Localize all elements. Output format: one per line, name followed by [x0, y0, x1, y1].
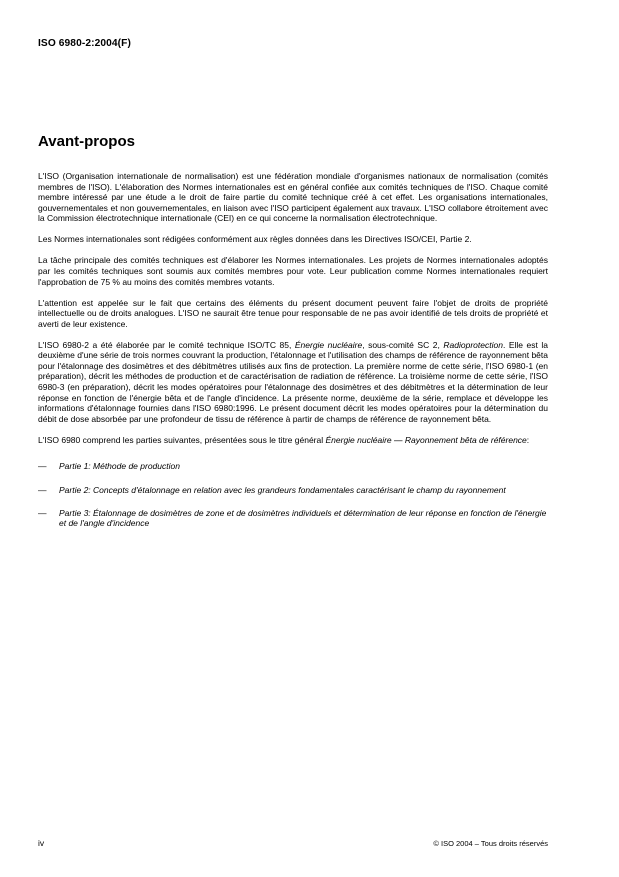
paragraph-iso-organisation: L'ISO (Organisation internationale de normalisation) est une fédération mondiale d'organismes nationaux de normalisation (comités membres de l'ISO). L'élaboration des Normes internationales est en général confiée aux comités techniques de l'ISO. Chaque comité membre intéressé par une étude a le droit de faire partie du comité technique créé à cet effet. Les organisations internationales, gouvernementales et non gouvernementales, en liaison avec l'ISO participent également aux travaux. L'ISO collabore étroitement avec la Commission électrotechnique internationale (CEI) en ce qui concerne la normalisation électrotechnique.: [38, 171, 548, 224]
elaboration-text-1: L'ISO 6980-2 a été élaborée par le comité technique ISO/TC 85,: [38, 339, 295, 350]
part-title: Partie 1: Méthode de production: [59, 461, 180, 472]
paragraph-patent-rights: L'attention est appelée sur le fait que certains des éléments du présent document peuvent faire l'objet de droits de propriété intellectuelle ou de droits analogues. L'ISO ne saurait être tenue pour responsable de ne pas avoir identifié de tels droits de propriété et averti de leur existence.: [38, 297, 548, 329]
elaboration-text-3: . Elle est la deuxième d'une série de trois normes couvrant la production, l'étalonnage et l'utilisation des champs de référence de rayonnement bêta pour l'étalonnage des dosimètres et des débitmètres utilisés aux fins de protection. La première norme de cette série, l'ISO 6980-1 (en préparation), décrit les méthodes de production et de caractérisation de radiation de référence. La troisième norme de cette série, l'ISO 6980-3 (en préparation), décrit les modes opératoires pour l'étalonnage des dosimètres et des débitmètres et la détermination de leur réponse en fonction de l'énergie bêta et de l'angle d'incidence. La présente norme, deuxième de la série, remplace et développe les informations d'étalonnage fournies dans l'ISO 6980:1996. Le présent document décrit les modes opératoires pour la détermination du débit de dose absorbée par une profondeur de tissu de référence à partir de champs de référence de rayonnement bêta.: [38, 339, 549, 424]
foreword-body: [38, 171, 548, 541]
dash-bullet: —: [38, 461, 47, 472]
document-header: [38, 38, 131, 49]
list-item: [38, 461, 548, 472]
elaboration-text-2: , sous-comité SC 2,: [362, 339, 444, 350]
page-title: Avant-propos: [38, 133, 135, 150]
dash-bullet: —: [38, 484, 47, 495]
copyright-notice: © ISO 2004 – Tous droits réservés: [433, 839, 548, 848]
paragraph-technical-committees: La tâche principale des comités techniques est d'élaborer les Normes internationales. Les projets de Normes internationales adoptés par les comités techniques sont soumis aux comités membres pour vote. Leur publication comme Normes internationales requiert l'approbation de 75 % au moins des comités membres votants.: [38, 255, 548, 287]
part-title: Partie 2: Concepts d'étalonnage en relation avec les grandeurs fondamentales caractérisant le champ du rayonnement: [59, 484, 506, 495]
parts-intro-text: L'ISO 6980 comprend les parties suivantes, présentées sous le titre général: [38, 434, 326, 445]
technical-committee-name: Énergie nucléaire: [294, 339, 363, 350]
paragraph-directives: Les Normes internationales sont rédigées conformément aux règles données dans les Directives ISO/CEI, Partie 2.: [38, 234, 472, 245]
list-item: [38, 508, 548, 529]
parts-list: [38, 461, 548, 528]
parts-intro-suffix: :: [526, 434, 530, 445]
part-title: Partie 3: Étalonnage de dosimètres de zone et de dosimètres individuels et détermination de leur réponse en fonction de l'énergie et de l'angle d'incidence: [59, 507, 547, 529]
paragraph-elaboration: [38, 340, 548, 425]
standard-id: ISO 6980-2:2004(F): [38, 38, 131, 49]
subcommittee-name: Radioprotection: [443, 339, 503, 350]
dash-bullet: —: [38, 507, 47, 518]
general-title: Énergie nucléaire — Rayonnement bêta de référence: [325, 434, 527, 445]
list-item: [38, 485, 548, 496]
paragraph-parts-intro: [38, 435, 548, 446]
page-number: iv: [38, 838, 45, 848]
